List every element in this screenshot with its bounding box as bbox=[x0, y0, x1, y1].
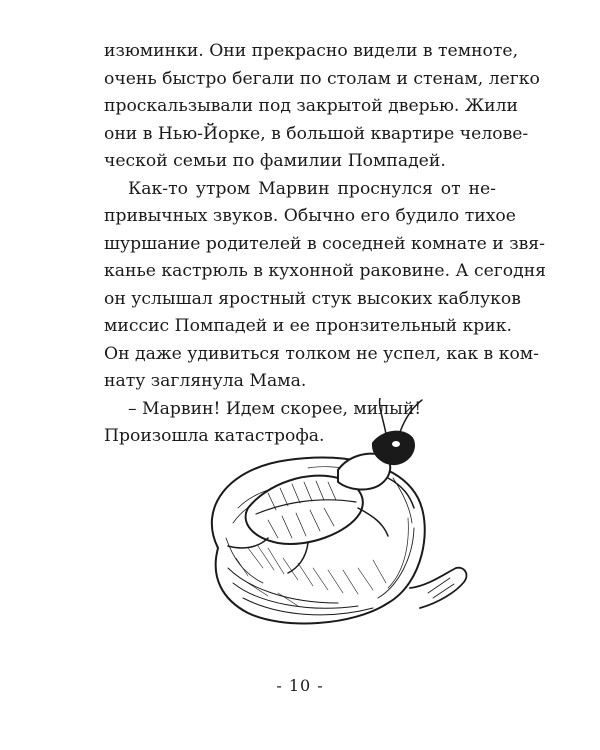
beetle-on-grape-illustration bbox=[188, 398, 478, 648]
text-line: привычных звуков. Обычно его будило тихое bbox=[104, 206, 516, 226]
text-line: изюминки. Они прекрасно видели в темноте, bbox=[104, 41, 519, 61]
text-line: канье кастрюль в кухонной раковине. А сегодня bbox=[104, 261, 547, 281]
text-line: нату заглянула Мама. bbox=[104, 371, 307, 391]
text-line: ческой семьи по фамилии Помпадей. bbox=[104, 151, 446, 171]
page-number: - 10 - bbox=[276, 676, 324, 695]
text-line: Как-то утром Марвин проснулся от не- bbox=[128, 178, 496, 199]
text-line: они в Нью-Йорке, в большой квартире челове- bbox=[104, 123, 529, 144]
text-line: шуршание родителей в соседней комнате и звя- bbox=[104, 233, 545, 254]
text-line: он услышал яростный стук высоких каблуков bbox=[104, 288, 521, 309]
text-line: Произошла катастрофа. bbox=[104, 426, 325, 446]
body-text bbox=[104, 38, 547, 451]
text-line: – Марвин! Идем скорее, милый! bbox=[128, 398, 422, 419]
text-line: Он даже удивиться толком не успел, как в ком- bbox=[104, 343, 539, 364]
text-line: проскальзывали под закрытой дверью. Жили bbox=[104, 96, 519, 116]
text-line: очень быстро бегали по столам и стенам, легко bbox=[104, 68, 540, 89]
text-line: миссис Помпадей и ее пронзительный крик. bbox=[104, 316, 512, 336]
